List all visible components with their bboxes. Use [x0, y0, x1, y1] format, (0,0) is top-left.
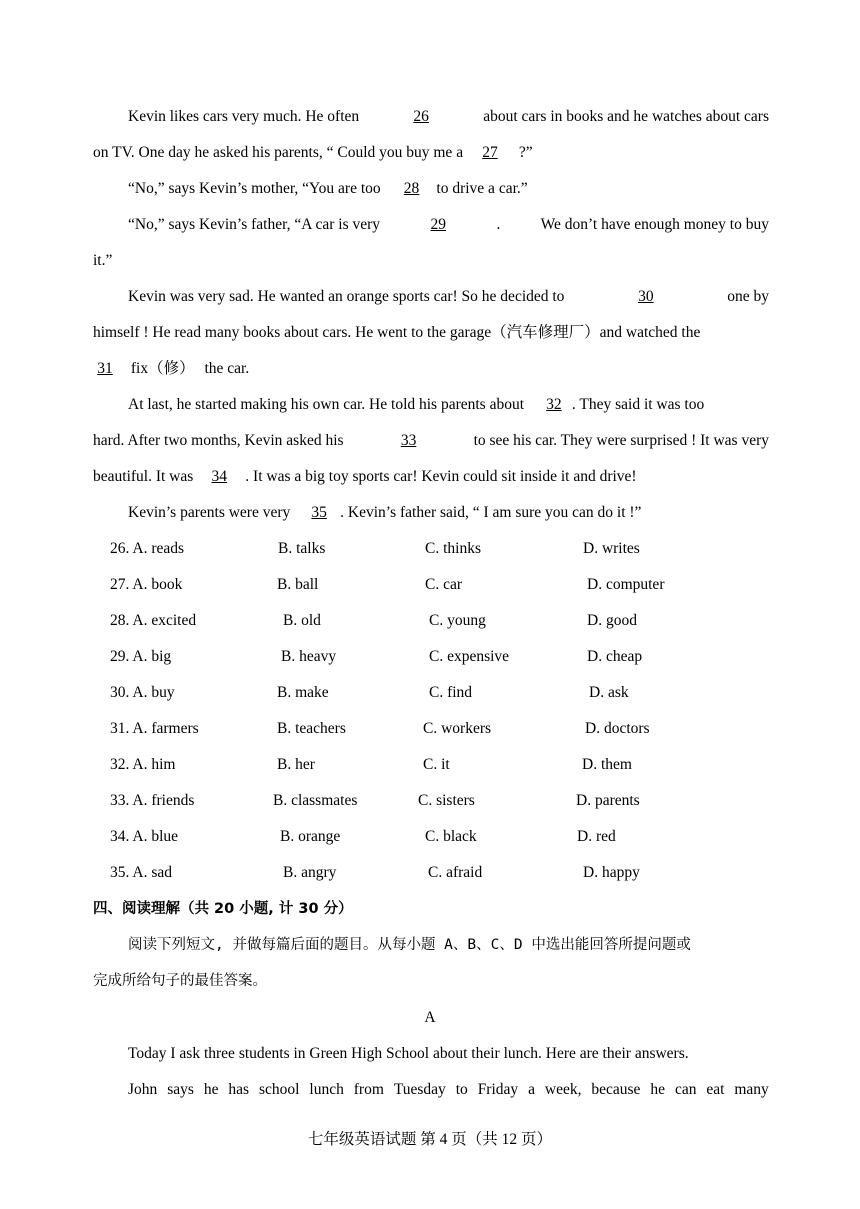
- option-26-c: C. thinks: [425, 540, 481, 557]
- passage-line-8: [93, 359, 249, 379]
- blank-27: 27: [482, 144, 498, 161]
- passage-line-2: [93, 143, 533, 163]
- word: Friday: [477, 1081, 519, 1098]
- option-31-c: C. workers: [423, 720, 492, 737]
- option-33-d: D. parents: [576, 792, 640, 809]
- passage-line-1: [128, 107, 769, 127]
- blank-28: 28: [403, 180, 420, 197]
- word: a: [528, 1081, 535, 1098]
- option-29-c: C. expensive: [429, 648, 510, 665]
- text: fix（修）: [130, 360, 195, 377]
- word: from: [353, 1081, 384, 1098]
- option-27-a: 27. A. book: [110, 576, 183, 593]
- option-32-b: B. her: [277, 756, 315, 773]
- blank-26: 26: [413, 108, 429, 125]
- passage-line-12: [128, 503, 641, 523]
- option-31-b: B. teachers: [277, 720, 346, 737]
- passage-line-10: [93, 431, 769, 451]
- text: about cars in books and he watches about cars: [483, 108, 769, 125]
- option-32-d: D. them: [582, 756, 632, 773]
- word: many: [734, 1081, 769, 1098]
- text: ?”: [518, 144, 533, 161]
- text: . It was a big toy sports car! Kevin could sit inside it and drive!: [245, 468, 637, 485]
- option-34-b: B. orange: [280, 828, 341, 845]
- option-34-d: D. red: [577, 828, 616, 845]
- option-26-b: B. talks: [278, 540, 326, 557]
- text: Kevin likes cars very much. He often: [128, 108, 360, 125]
- text: . They said it was too: [571, 396, 705, 413]
- option-27-b: B. ball: [277, 576, 319, 593]
- passage-label: A: [424, 1009, 436, 1026]
- option-33-a: 33. A. friends: [110, 792, 195, 809]
- option-26-a: 26. A. reads: [110, 540, 185, 557]
- word: because: [591, 1081, 641, 1098]
- text: “No,” says Kevin’s father, “A car is very: [128, 216, 381, 233]
- option-31-d: D. doctors: [585, 720, 650, 737]
- passage-line-3: [128, 179, 528, 199]
- passage-line-4: [128, 215, 769, 235]
- word: week,: [544, 1081, 582, 1098]
- instructions-line-2: 完成所给句子的最佳答案。: [93, 973, 267, 989]
- option-27-d: D. computer: [587, 576, 665, 593]
- word: to: [455, 1081, 468, 1098]
- blank-32: 32: [546, 396, 562, 413]
- blank-34: 34: [211, 468, 228, 485]
- option-28-c: C. young: [429, 612, 486, 629]
- option-35-b: B. angry: [283, 864, 337, 881]
- section-heading: 四、阅读理解（共 20 小题, 计 30 分）: [93, 901, 353, 917]
- passage-line-6: [128, 287, 769, 307]
- text: . Kevin’s father said, “ I am sure you can do it !”: [340, 504, 642, 521]
- word: Tuesday: [393, 1081, 446, 1098]
- passage-line-11: [93, 467, 637, 487]
- passage-line-5: it.”: [93, 252, 113, 269]
- word: lunch: [309, 1081, 344, 1098]
- text: Kevin was very sad. He wanted an orange sports car! So he decided to: [128, 288, 565, 305]
- option-33-b: B. classmates: [273, 792, 358, 809]
- blank-30: 30: [638, 288, 654, 305]
- text: on TV. One day he asked his parents, “ Could you buy me a: [93, 144, 464, 161]
- blank-35: 35: [311, 504, 327, 521]
- text: the car.: [204, 360, 250, 377]
- option-28-a: 28. A. excited: [110, 612, 197, 629]
- word: John: [128, 1081, 158, 1098]
- text: to drive a car.”: [436, 180, 528, 197]
- option-29-b: B. heavy: [281, 648, 337, 665]
- word: has: [228, 1081, 250, 1098]
- text: .: [496, 216, 501, 233]
- reading-paragraph-2: [128, 1080, 769, 1100]
- option-29-d: D. cheap: [587, 648, 643, 665]
- option-26-d: D. writes: [583, 540, 640, 557]
- word: he: [650, 1081, 666, 1098]
- blank-29: 29: [430, 216, 447, 233]
- text: hard. After two months, Kevin asked his: [93, 432, 344, 449]
- word: says: [167, 1081, 194, 1098]
- text: We don’t have enough money to buy: [540, 216, 769, 233]
- option-30-b: B. make: [277, 684, 329, 701]
- text: At last, he started making his own car. He told his parents about: [128, 396, 525, 413]
- option-29-a: 29. A. big: [110, 648, 172, 665]
- text: to see his car. They were surprised ! It was very: [473, 432, 769, 449]
- option-32-a: 32. A. him: [110, 756, 176, 773]
- option-34-a: 34. A. blue: [110, 828, 179, 845]
- option-32-c: C. it: [423, 756, 450, 773]
- option-33-c: C. sisters: [418, 792, 475, 809]
- option-31-a: 31. A. farmers: [110, 720, 199, 737]
- text: “No,” says Kevin’s mother, “You are too: [128, 180, 381, 197]
- text: one by: [727, 288, 769, 305]
- option-30-a: 30. A. buy: [110, 684, 175, 701]
- option-28-b: B. old: [283, 612, 321, 629]
- option-35-d: D. happy: [583, 864, 640, 881]
- blank-33: 33: [400, 432, 417, 449]
- word: can: [674, 1081, 697, 1098]
- text: beautiful. It was: [93, 468, 194, 485]
- word: eat: [706, 1081, 725, 1098]
- instructions-line-1: 阅读下列短文, 并做每篇后面的题目。从每小题 A、B、C、D 中选出能回答所提问题或: [128, 937, 691, 953]
- text: Kevin’s parents were very: [128, 504, 291, 521]
- word: school: [259, 1081, 300, 1098]
- option-27-c: C. car: [425, 576, 463, 593]
- passage-line-9: [128, 395, 704, 415]
- option-35-c: C. afraid: [428, 864, 483, 881]
- option-30-c: C. find: [429, 684, 473, 701]
- option-35-a: 35. A. sad: [110, 864, 172, 881]
- word: he: [203, 1081, 219, 1098]
- option-28-d: D. good: [587, 612, 637, 629]
- reading-paragraph-1: Today I ask three students in Green High School about their lunch. Here are their answers.: [128, 1045, 689, 1062]
- page-footer: 七年级英语试题 第 4 页（共 12 页）: [307, 1131, 553, 1148]
- passage-line-7: himself ! He read many books about cars. He went to the garage（汽车修理厂）and watched the: [93, 324, 701, 341]
- option-34-c: C. black: [425, 828, 477, 845]
- blank-31: 31: [97, 360, 113, 377]
- option-30-d: D. ask: [589, 684, 629, 701]
